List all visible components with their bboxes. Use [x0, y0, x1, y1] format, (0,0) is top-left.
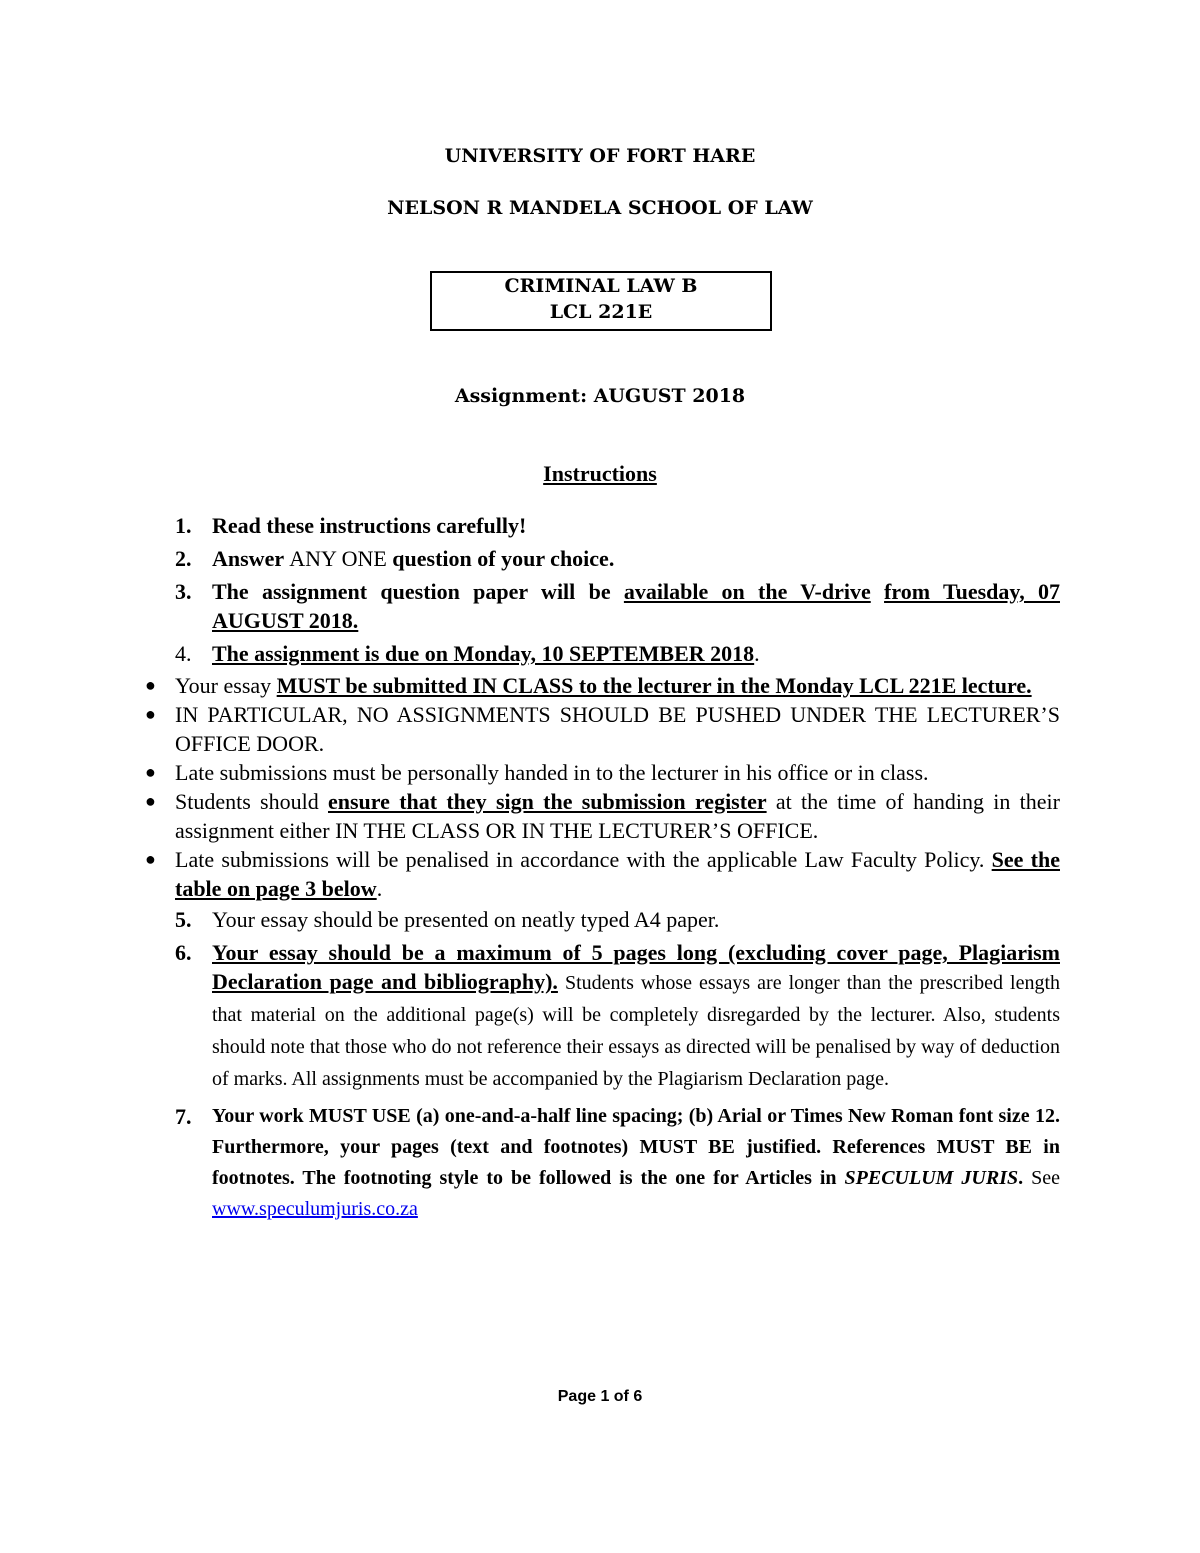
instruction-item-4 [145, 639, 1060, 668]
speculum-juris-link[interactable]: www.speculumjuris.co.za [212, 1198, 418, 1220]
item-text: The assignment question paper will be [212, 579, 624, 604]
item-text-underlined: Your essay should be a maximum of 5 pages long (excluding cover page, Plagiarism Declaration page and bibliography). [212, 940, 1060, 994]
item-text: . [1018, 1167, 1024, 1189]
item-text-emphasis: ANY ONE [289, 546, 387, 571]
item-text: Your work MUST USE (a) one-and-a-half line spacing; (b) Arial or Times New Roman font size 12. Furthermore, your pages (text and footnotes) MUST BE justified. References MUST BE in footnotes. The footnoting style to be followed is the one for Articles in [212, 1105, 1060, 1189]
bullet-icon: ● [145, 704, 156, 724]
instruction-bullet-1 [145, 671, 1060, 700]
bullet-text-underlined: See the table on page 3 below [175, 847, 1060, 901]
bullet-text: Late submissions will be penalised in accordance with the applicable Law Faculty Policy. [175, 847, 992, 872]
instruction-bullet-4 [145, 787, 1060, 845]
item-text: Students whose essays are longer than the prescribed length that material on the additional page(s) will be completely disregarded by the lecturer. Also, students should note that those who do not reference their essays as directed will be penalised by way of deduction of marks. All assignments must be accompanied by the Plagiarism Declaration page. [212, 972, 1060, 1090]
item-text [871, 579, 884, 604]
school-title: NELSON R MANDELA SCHOOL OF LAW [387, 197, 813, 219]
bullet-text: Students should [175, 789, 328, 814]
bullet-icon: ● [145, 762, 156, 782]
instruction-item-6 [145, 938, 1060, 1095]
instruction-item-2 [145, 544, 1060, 573]
item-number: 7. [175, 1104, 192, 1129]
bullet-text-underlined: MUST be submitted IN CLASS to the lecturer in the Monday LCL 221E lecture. [276, 673, 1032, 698]
instruction-item-1 [145, 511, 1060, 540]
item-text: See [1023, 1167, 1060, 1189]
item-number: 4. [175, 641, 192, 666]
instruction-bullet-2 [145, 700, 1060, 758]
bullet-icon: ● [145, 675, 156, 695]
course-name: CRIMINAL LAW B [504, 275, 698, 297]
item-text-underlined: from Tuesday, 07 AUGUST 2018. [212, 579, 1060, 633]
course-code: LCL 221E [549, 301, 653, 323]
item-number: 6. [175, 940, 192, 965]
bullet-icon: ● [145, 791, 156, 811]
bullet-text: Your essay [175, 673, 277, 698]
instruction-bullet-5 [145, 845, 1060, 903]
item-number: 5. [175, 907, 192, 932]
item-number: 1. [175, 513, 192, 538]
bullet-icon: ● [145, 849, 156, 869]
item-text: . [754, 641, 760, 666]
bullet-text-underlined: ensure that they sign the submission register [328, 789, 767, 814]
instruction-item-5 [145, 905, 1060, 934]
item-text-underlined: available on the V-drive [623, 579, 871, 604]
item-text: Read these instructions carefully! [212, 513, 527, 538]
instruction-bullet-3 [145, 758, 1060, 787]
page-number: Page 1 of 6 [557, 1388, 643, 1405]
item-number: 2. [175, 546, 192, 571]
bullet-text: . [376, 876, 383, 901]
item-text-italic: SPECULUM JURIS [844, 1167, 1019, 1189]
instruction-item-3 [145, 577, 1060, 635]
item-text-underlined: The assignment is due on Monday, 10 SEPTEMBER 2018 [212, 641, 755, 666]
item-text: question of your choice. [386, 546, 615, 571]
item-text: Answer [212, 546, 290, 571]
instructions-list [145, 511, 1060, 1225]
course-box [430, 271, 772, 331]
item-number: 3. [175, 579, 192, 604]
bullet-text: at the time of handing in their assignment either IN THE CLASS OR IN THE LECTURER’S OFFICE. [175, 789, 1060, 843]
assignment-heading: Assignment: AUGUST 2018 [454, 385, 746, 407]
instruction-item-7 [145, 1101, 1060, 1225]
item-text: Your essay should be presented on neatly typed A4 paper. [212, 907, 720, 932]
university-title: UNIVERSITY OF FORT HARE [444, 145, 756, 167]
instructions-title: Instructions [543, 461, 657, 486]
bullet-text: IN PARTICULAR, NO ASSIGNMENTS SHOULD BE PUSHED UNDER THE LECTURER’S OFFICE DOOR. [175, 702, 1060, 756]
bullet-text: Late submissions must be personally handed in to the lecturer in his office or in class. [175, 760, 929, 785]
